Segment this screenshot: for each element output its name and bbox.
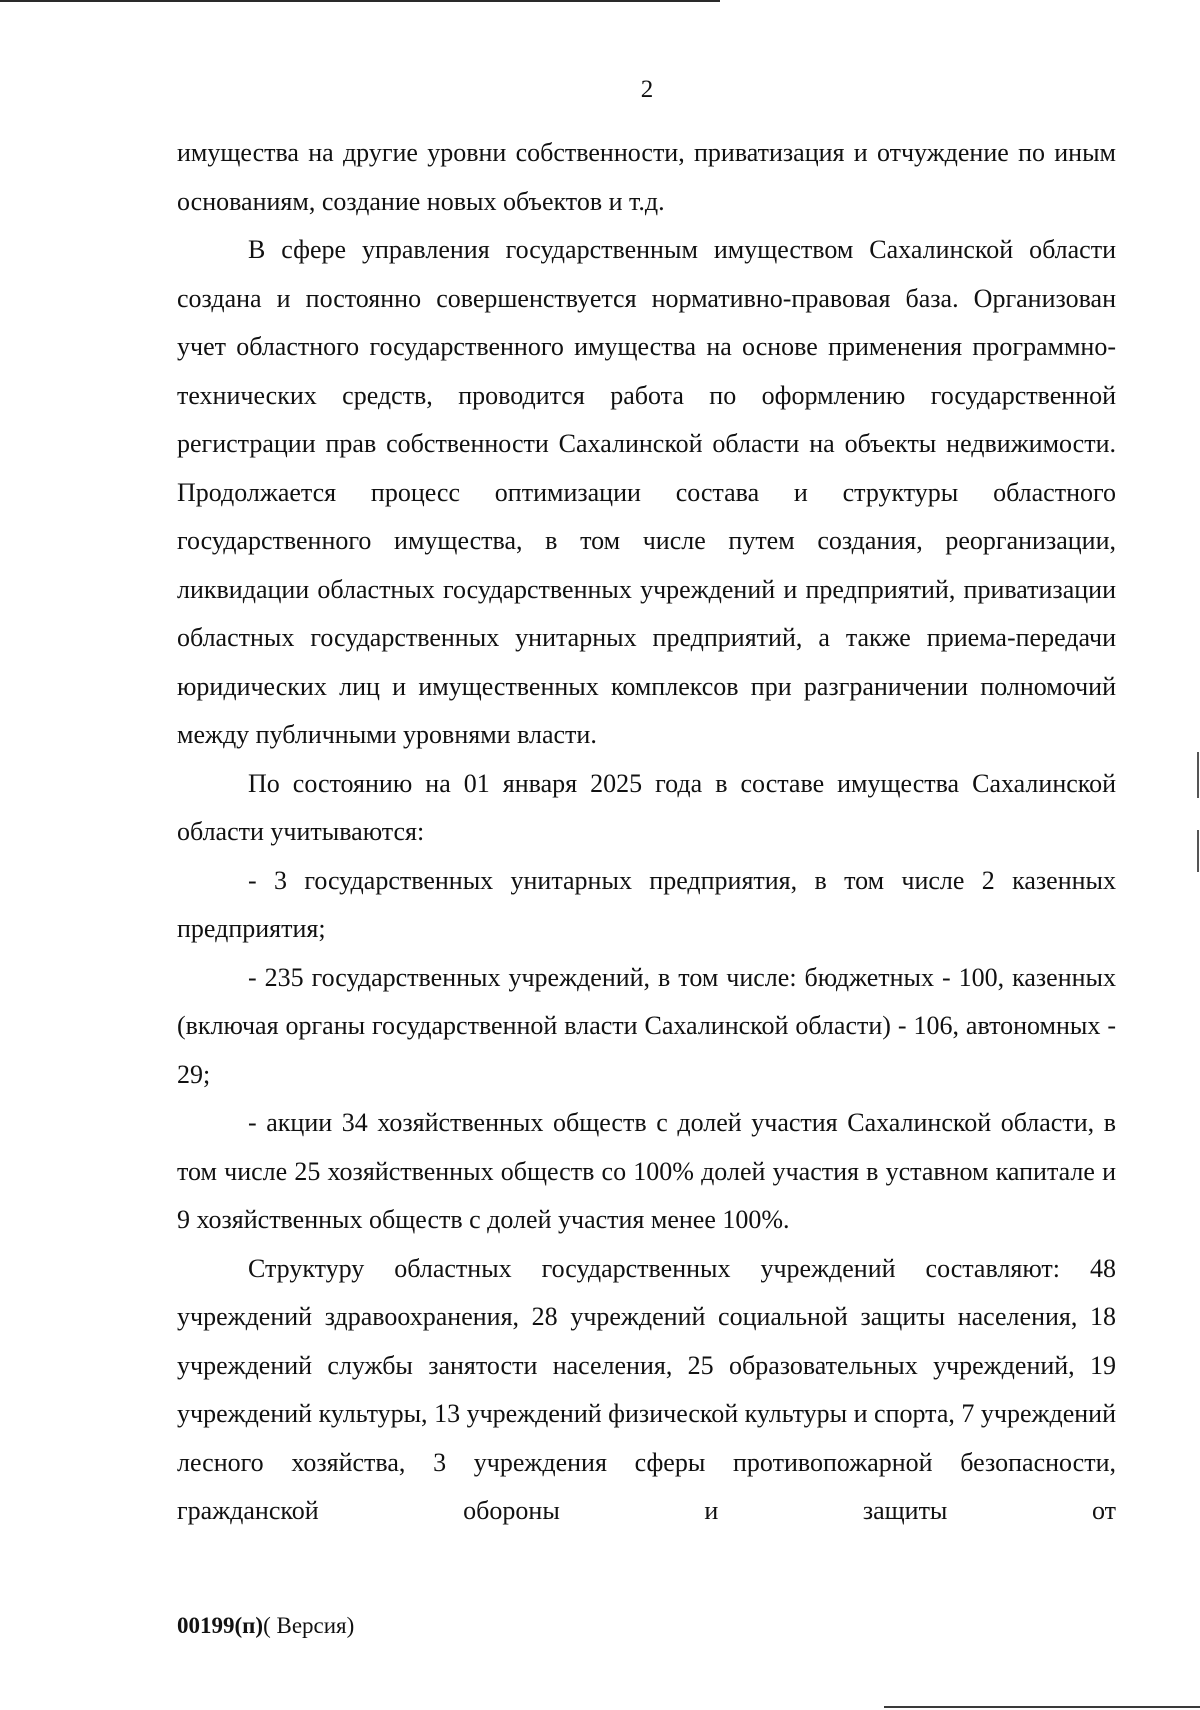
version-label: ( Версия) <box>263 1613 355 1638</box>
list-item-state-institutions: - 235 государственных учреждений, в том числе: бюджетных - 100, казенных (включая органы государственной власти Сахалинской области) - 106, автономных - 29; <box>177 962 1116 1089</box>
document-code: 00199(п) <box>177 1613 264 1638</box>
page-number: 2 <box>640 76 654 103</box>
paragraph-property-status-intro: По состоянию на 01 января 2025 года в составе имущества Сахалинской области учитываются: <box>177 768 1116 846</box>
paragraph-continuation: имущества на другие уровни собственности, приватизация и отчуждение по иным основаниям, создание новых объектов и т.д. <box>177 138 1116 216</box>
scan-edge-mark <box>1197 830 1199 872</box>
paragraph-property-management: В сфере управления государственным имуществом Сахалинской области создана и постоянно совершенствуется нормативно-правовая база. Организован учет областного государственного имущества на основе применения программно-технических средств, проводится работа по оформлению государственной регистрации прав собственности Сахалинской области на объекты недвижимости. Продолжается процесс оптимизации состава и структуры областного государственного имущества, в том числе путем создания, реорганизации, ликвидации областных государственных учреждений и предприятий, приватизации областных государственных унитарных предприятий, а также приема-передачи юридических лиц и имущественных комплексов при разграничении полномочий между публичными уровнями власти. <box>177 235 1116 749</box>
document-body <box>177 129 1116 1536</box>
scan-edge-line-top <box>0 0 720 2</box>
document-footer <box>177 1613 354 1639</box>
scan-edge-line-bottom <box>884 1706 1200 1708</box>
list-item-company-shares: - акции 34 хозяйственных обществ с долей участия Сахалинской области, в том числе 25 хозяйственных обществ со 100% долей участия в уставном капитале и 9 хозяйственных обществ с долей участия менее 100%. <box>177 1108 1116 1234</box>
list-item-unitary-enterprises: - 3 государственных унитарных предприятия, в том числе 2 казенных предприятия; <box>177 865 1116 943</box>
scan-edge-mark <box>1197 752 1199 798</box>
paragraph-institution-structure: Структуру областных государственных учреждений составляют: 48 учреждений здравоохранения, 28 учреждений социальной защиты населения, 18 учреждений службы занятости населения, 25 образовательных учреждений, 19 учреждений культуры, 13 учреждений физической культуры и спорта, 7 учреждений лесного хозяйства, 3 учреждения сферы противопожарной безопасности, гражданской обороны и защиты от <box>177 1253 1116 1525</box>
